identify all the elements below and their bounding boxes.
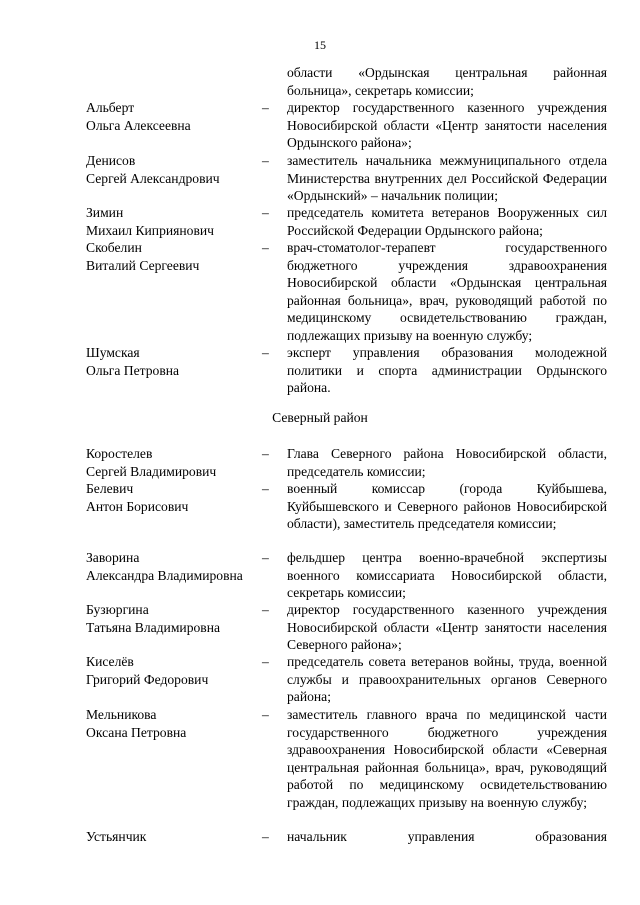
member-surname: Белевич <box>86 481 134 496</box>
member-position: директор государственного казенного учреждения Новосибирской области «Центр занятости населения Северного района»; <box>287 602 607 653</box>
member-surname: Альберт <box>86 100 135 115</box>
member-name <box>86 344 256 379</box>
member-position: председатель совета ветеранов войны, труда, военной службы и правоохранительных органов Северного района; <box>287 654 607 705</box>
member-name <box>86 828 256 846</box>
member-given-names: Сергей Владимирович <box>86 463 217 479</box>
dash: – <box>262 205 269 220</box>
member-position: директор государственного казенного учреждения Новосибирской области «Центр занятости населения Ордынского района»; <box>287 100 607 151</box>
dash: – <box>262 602 269 617</box>
dash: – <box>262 829 269 844</box>
member-given-names: Григорий Федорович <box>86 671 209 687</box>
member-position: заместитель начальника межмуниципального отдела Министерства внутренних дел Российской Федерации «Ордынский» – начальник полиции; <box>287 153 607 204</box>
member-surname: Бузюргина <box>86 602 149 617</box>
member-given-names: Ольга Алексеевна <box>86 117 191 133</box>
dash: – <box>262 446 269 461</box>
member-name <box>86 706 256 741</box>
member-name <box>86 445 256 480</box>
section-heading: Северный район <box>272 410 368 425</box>
dash: – <box>262 654 269 669</box>
continuation-text: области «Ордынская центральная районная больница», секретарь комиссии; <box>287 65 607 98</box>
member-surname: Коростелев <box>86 446 153 461</box>
member-surname: Мельникова <box>86 707 157 722</box>
member-name <box>86 601 256 636</box>
member-name <box>86 204 256 239</box>
member-position: военный комиссар (города Куйбышева, Куйбышевского и Северного районов Новосибирской области), заместитель председателя комиссии; <box>287 481 607 532</box>
dash: – <box>262 550 269 565</box>
member-given-names: Виталий Сергеевич <box>86 257 200 273</box>
member-given-names: Сергей Александрович <box>86 170 220 186</box>
member-surname: Заворина <box>86 550 140 565</box>
member-name <box>86 480 256 515</box>
member-position: фельдшер центра военно-врачебной экспертизы военного комиссариата Новосибирской области, секретарь комиссии; <box>287 550 607 601</box>
member-position: эксперт управления образования молодежной политики и спорта администрации Ордынского района. <box>287 345 607 396</box>
member-surname: Скобелин <box>86 240 142 255</box>
member-surname: Шумская <box>86 345 140 360</box>
dash: – <box>262 707 269 722</box>
member-name <box>86 653 256 688</box>
dash: – <box>262 100 269 115</box>
member-position: председатель комитета ветеранов Вооруженных сил Российской Федерации Ордынского района; <box>287 205 607 238</box>
member-surname: Устьянчик <box>86 829 147 844</box>
dash: – <box>262 345 269 360</box>
member-surname: Денисов <box>86 153 136 168</box>
member-given-names: Антон Борисович <box>86 498 189 514</box>
member-surname: Зимин <box>86 205 124 220</box>
member-name <box>86 549 256 584</box>
dash: – <box>262 153 269 168</box>
member-given-names: Александра Владимировна <box>86 567 243 583</box>
member-given-names: Оксана Петровна <box>86 724 187 740</box>
dash: – <box>262 481 269 496</box>
member-position: начальник управления образования <box>287 829 607 844</box>
member-surname: Киселёв <box>86 654 134 669</box>
page-number: 15 <box>314 38 326 52</box>
member-name <box>86 99 256 134</box>
member-position: заместитель главного врача по медицинской части государственного бюджетного учреждения здравоохранения Новосибирской области «Северная центральная районная больница», врач, руководящий работой по медицинскому освидетельствованию граждан, подлежащих призыву на военную службу; <box>287 707 607 810</box>
dash: – <box>262 240 269 255</box>
member-name <box>86 152 256 187</box>
member-name <box>86 239 256 274</box>
member-given-names: Михаил Киприянович <box>86 222 215 238</box>
member-position: врач-стоматолог-терапевт государственного бюджетного учреждения здравоохранения Новосибирской области «Ордынская центральная районная больница», врач, руководящий работой по медицинскому освидетельствованию граждан, подлежащих призыву на военную службу; <box>287 240 607 343</box>
member-given-names: Татьяна Владимировна <box>86 619 221 635</box>
member-position: Глава Северного района Новосибирской области, председатель комиссии; <box>287 446 607 479</box>
member-given-names: Ольга Петровна <box>86 362 180 378</box>
